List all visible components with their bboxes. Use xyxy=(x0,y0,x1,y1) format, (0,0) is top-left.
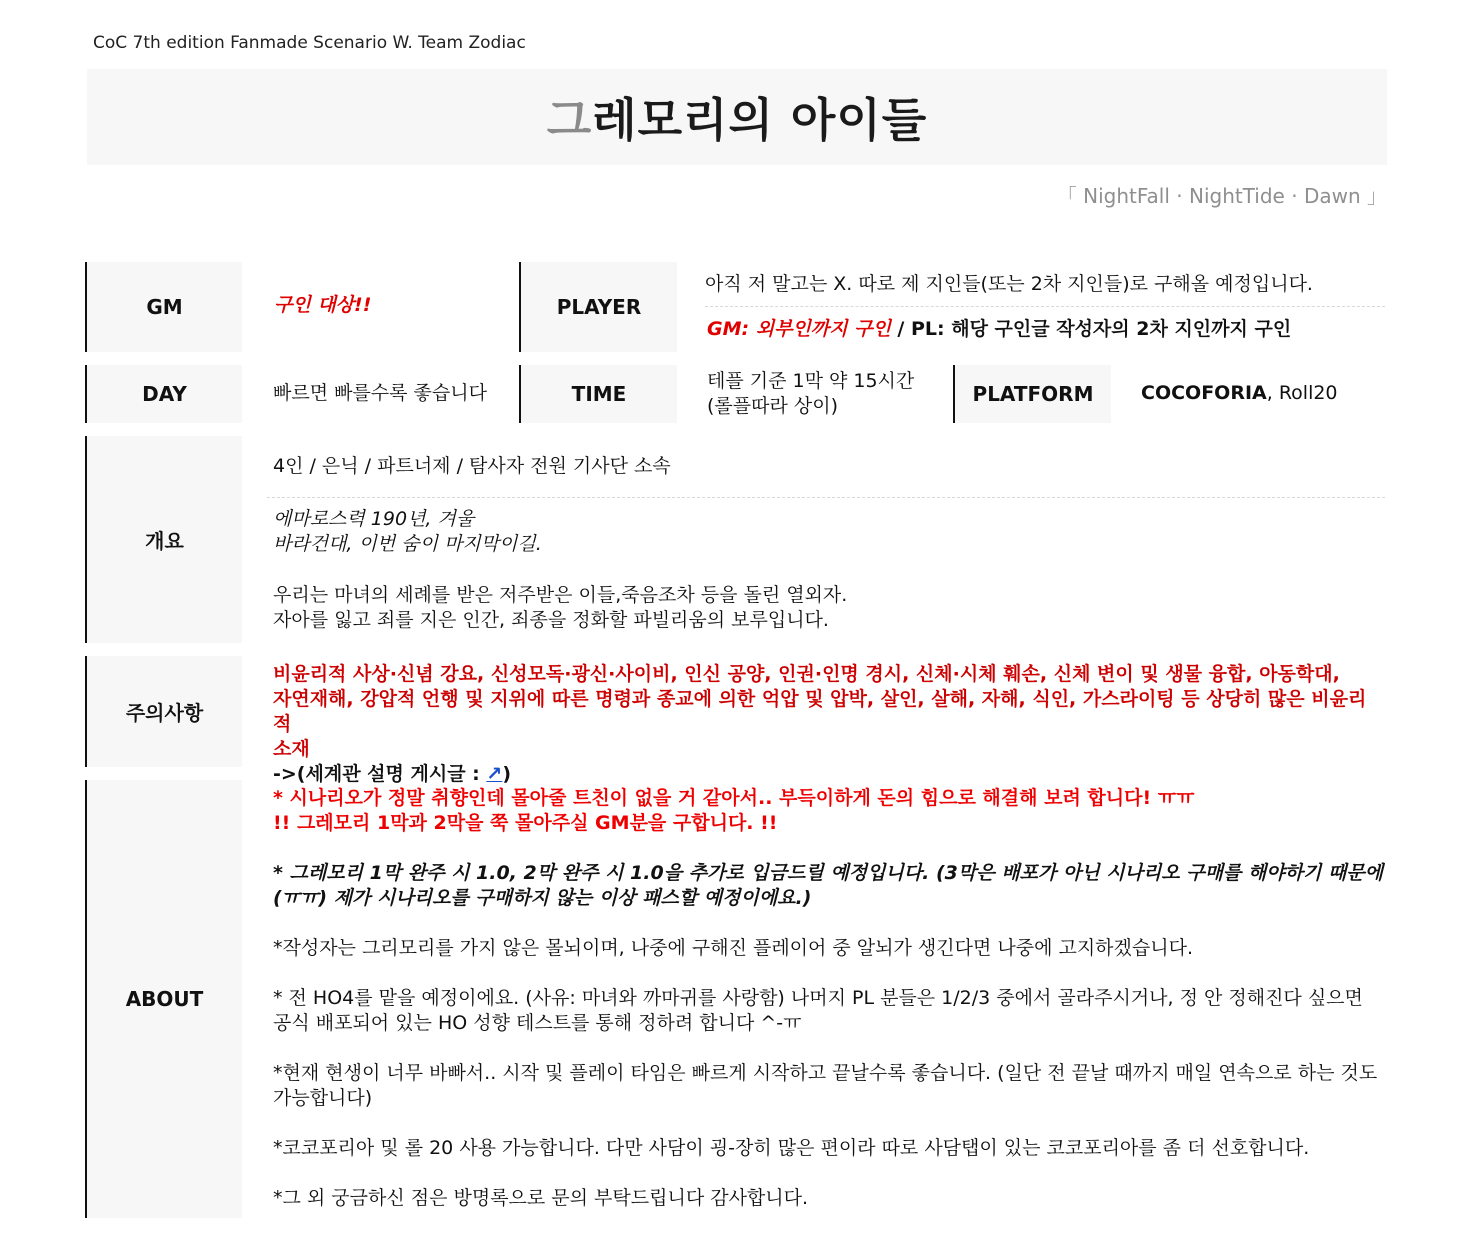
about-note-ho-line2: 공식 배포되어 있는 HO 성향 테스트를 통해 정하려 합니다 ^-ㅠ xyxy=(273,1012,802,1034)
overview-label: 개요 xyxy=(85,436,242,643)
caution-line2: 자연재해, 강압적 언행 및 지위에 따른 명령과 종교에 의한 억압 및 압박, 살인, 살해, 자해, 식인, 가스라이팅 등 상당히 많은 비윤리적 xyxy=(273,688,1367,735)
day-label: DAY xyxy=(85,365,242,423)
about-note-schedule-line2: 가능합니다) xyxy=(273,1087,373,1109)
about-label: ABOUT xyxy=(85,780,242,1218)
page-title xyxy=(547,84,928,150)
player-line1 xyxy=(705,262,1385,307)
overview-quote-line1: 에마로스력 190년, 겨울 xyxy=(273,508,475,530)
overview-tags xyxy=(267,436,1385,498)
overview-desc-line1: 우리는 마녀의 세례를 받은 저주받은 이들,죽음조차 등을 돌린 열외자. xyxy=(273,584,848,606)
about-note-spoiler: *작성자는 그리모리를 가지 않은 몰뇌이며, 나중에 구해진 플레이어 중 알뇌가 생긴다면 나중에 고지하겠습니다. xyxy=(273,937,1193,959)
overview-description xyxy=(273,583,847,633)
page-caption: CoC 7th edition Fanmade Scenario W. Team Zodiac xyxy=(93,33,526,53)
platform-value xyxy=(1141,381,1338,406)
about-note-contact: *그 외 궁금하신 점은 방명록으로 문의 부탁드립니다 감사합니다. xyxy=(273,1187,809,1209)
platform-label: PLATFORM xyxy=(953,365,1111,423)
about-note-schedule-line1: *현재 현생이 너무 바빠서.. 시작 및 플레이 타임은 빠르게 시작하고 끝날수록 좋습니다. (일단 전 끝날 때까지 매일 연속으로 하는 것도 xyxy=(273,1062,1378,1084)
time-label: TIME xyxy=(519,365,677,423)
player-line1-text: 아직 저 말고는 X. 따로 제 지인들(또는 2차 지인들)로 구해올 예정입니다. xyxy=(705,273,1313,295)
subtitle: 「 NightFall · NightTide · Dawn 」 xyxy=(1056,184,1387,208)
platform-cocoforia: COCOFORIA xyxy=(1141,382,1267,404)
day-value: 빠르면 빠를수록 좋습니다 xyxy=(273,382,487,404)
player-line2-pl: / PL: 해당 구인글 작성자의 2차 지인까지 구인 xyxy=(890,318,1292,340)
caution-worldview-link-row xyxy=(273,762,1383,787)
about-content xyxy=(273,786,1383,1211)
overview-tags-text: 4인 / 은닉 / 파트너제 / 탐사자 전원 기사단 소속 xyxy=(273,455,671,477)
about-payment-line2: (ㅠㅠ) 제가 시나리오를 구매하지 않는 이상 패스할 예정이에요.) xyxy=(273,887,812,909)
about-note-ho-line1: * 전 HO4를 맡을 예정이에요. (사유: 마녀와 까마귀를 사랑함) 나머지 PL 분들은 1/2/3 중에서 골라주시거나, 정 안 정해진다 싶으면 xyxy=(273,987,1363,1009)
title-first-char: 그 xyxy=(546,93,593,147)
time-value xyxy=(707,369,914,419)
gm-label: GM xyxy=(85,262,242,352)
caution-content xyxy=(273,662,1383,787)
caution-link-prefix: ->(세계관 설명 게시글 : xyxy=(273,763,487,785)
external-link-icon[interactable]: ↗ xyxy=(486,763,503,785)
title-rest: 레모리의 아이들 xyxy=(592,93,928,147)
player-line2 xyxy=(707,317,1291,342)
player-line2-gm: GM: 외부인까지 구인 xyxy=(707,318,891,340)
gm-value: 구인 대상!! xyxy=(274,294,372,316)
caution-link-suffix: ) xyxy=(502,763,511,785)
time-line2: (롤플따라 상이) xyxy=(707,395,838,417)
about-red-line2: !! 그레모리 1막과 2막을 쭉 몰아주실 GM분을 구합니다. !! xyxy=(273,812,778,834)
caution-line1: 비윤리적 사상·신념 강요, 신성모독·광신·사이비, 인신 공양, 인권·인명 경시, 신체·시체 훼손, 신체 변이 및 생물 융합, 아동학대, xyxy=(273,663,1340,685)
time-line1: 테플 기준 1막 약 15시간 xyxy=(707,370,915,392)
caution-line3: 소재 xyxy=(273,738,310,760)
about-payment-line1: * 그레모리 1막 완주 시 1.0, 2막 완주 시 1.0을 추가로 입금드릴 예정입니다. (3막은 배포가 아닌 시나리오 구매를 해야하기 때문에 xyxy=(273,862,1383,884)
title-banner xyxy=(87,69,1387,165)
platform-roll20: , Roll20 xyxy=(1266,382,1338,404)
overview-desc-line2: 자아를 잃고 죄를 지은 인간, 죄종을 정화할 파빌리움의 보루입니다. xyxy=(273,609,829,631)
player-label: PLAYER xyxy=(519,262,677,352)
about-note-platform: *코코포리아 및 롤 20 사용 가능합니다. 다만 사담이 굉-장히 많은 편이라 따로 사담탭이 있는 코코포리아를 좀 더 선호합니다. xyxy=(273,1137,1310,1159)
overview-quote xyxy=(273,507,542,557)
overview-quote-line2: 바라건대, 이번 숨이 마지막이길. xyxy=(273,533,542,555)
about-red-line1: * 시나리오가 정말 취향인데 몰아줄 트친이 없을 거 같아서.. 부득이하게 돈의 힘으로 해결해 보려 합니다! ㅠㅠ xyxy=(273,787,1195,809)
caution-label: 주의사항 xyxy=(85,656,242,767)
